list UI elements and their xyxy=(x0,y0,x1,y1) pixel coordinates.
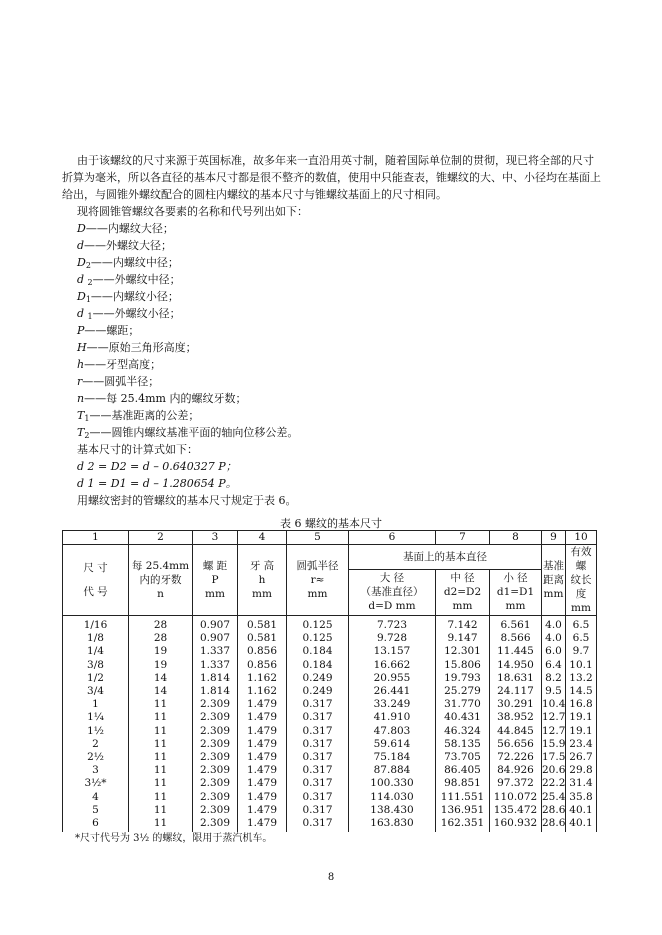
col-number: 9 xyxy=(542,531,566,545)
table-cell: 8.566 xyxy=(500,632,531,645)
table-cell: 1.479 xyxy=(246,777,278,790)
table-cell: 31.4 xyxy=(569,777,593,790)
table-cell: 73.705 xyxy=(444,751,481,764)
header-line: 螺 距 xyxy=(202,560,228,572)
symbol: h xyxy=(77,358,85,371)
table-cell: 11.445 xyxy=(497,645,534,658)
header-line: 小 径 xyxy=(503,572,528,585)
table-cell: 0.184 xyxy=(302,658,333,671)
table-cell: 2.309 xyxy=(199,737,231,750)
col-number: 10 xyxy=(566,531,597,545)
header-line: n xyxy=(157,588,164,600)
col-number: 2 xyxy=(129,531,193,545)
header-line: d2=D2 xyxy=(443,586,482,599)
table-cell: 15.806 xyxy=(444,658,481,671)
table-cell: 6.5 xyxy=(572,632,590,645)
formula-minor-diameter: d 1 = D1 = d – 1.280654 P。 xyxy=(77,477,237,490)
table-cell: 11 xyxy=(153,724,168,737)
table-cell: 1.479 xyxy=(246,751,278,764)
table-cell: 11 xyxy=(153,764,168,777)
table-cell: 28 xyxy=(153,619,168,631)
radius-header xyxy=(287,545,349,616)
thread-dimensions-table xyxy=(62,530,597,832)
definition-text: ——每 25.4mm 内的螺纹牙数； xyxy=(84,392,247,405)
definition-text: ——外螺纹中径； xyxy=(92,273,181,286)
definition-text: ——基准距离的公差； xyxy=(89,409,200,422)
header-line: 内的牙数 xyxy=(139,574,182,586)
definition-item xyxy=(77,407,308,424)
table-cell: 1.814 xyxy=(199,685,231,698)
table-cell: 4.0 xyxy=(545,619,562,631)
header-line: h xyxy=(258,574,266,586)
table-cell: 11 xyxy=(153,698,168,711)
table-cell: 2.309 xyxy=(199,817,231,830)
table-cell: 7.723 xyxy=(376,619,408,631)
table-cell: 14 xyxy=(153,685,168,698)
table-column-values xyxy=(63,616,129,833)
table-cell: 0.249 xyxy=(302,685,333,698)
table-cell: 138.430 xyxy=(370,803,414,816)
symbol: d xyxy=(77,239,85,252)
table-cell: 11 xyxy=(153,817,168,830)
table-cell: 2.309 xyxy=(199,777,231,790)
definition-text: ——外螺纹大径； xyxy=(84,239,173,252)
effective-length-header xyxy=(566,545,597,616)
table-cell: 0.907 xyxy=(199,632,231,645)
table-cell: 26.7 xyxy=(569,751,593,764)
table-cell: 1.162 xyxy=(246,671,278,684)
table-cell: 3 xyxy=(92,764,99,777)
table-cell: 87.884 xyxy=(373,764,411,777)
table-cell: 136.951 xyxy=(440,803,485,816)
table-cell: 14.950 xyxy=(497,658,534,671)
table-column-values xyxy=(129,616,193,833)
table-cell: 1.337 xyxy=(199,645,231,658)
definition-item xyxy=(77,237,308,254)
table-cell: 11 xyxy=(153,737,168,750)
table-cell: 28.6 xyxy=(542,803,566,816)
table-cell: 22.2 xyxy=(542,777,566,790)
table-cell: 1.337 xyxy=(199,658,231,671)
symbol: T xyxy=(77,409,85,422)
header-line: mm xyxy=(571,602,591,614)
header-line: mm xyxy=(252,588,272,600)
symbol: D xyxy=(77,290,86,303)
table-cell: 1/2 xyxy=(87,671,104,684)
table-cell: 1.479 xyxy=(246,764,278,777)
table-cell: 28 xyxy=(153,632,168,645)
size-header xyxy=(63,545,129,616)
definition-text: ——圆弧半径； xyxy=(82,375,160,388)
subscript: 2 xyxy=(85,261,91,270)
table-cell: 1.479 xyxy=(246,790,278,803)
symbol: D xyxy=(77,256,86,269)
formula-pitch-diameter: d 2 = D2 = d – 0.640327 P； xyxy=(77,460,237,473)
header-line: 代 号 xyxy=(83,586,108,598)
intro-paragraph: 由于该螺纹的尺寸来源于英国标准，故多年来一直沿用英寸制，随着国际单位制的贯彻，现已将全部的尺寸折算为毫米，所以各直径的基本尺寸都是很不整齐的数值，使用中只能查表，锥螺纹的大、中、小径均在基面上给出，与圆锥外螺纹配合的圆柱内螺纹的基本尺寸与锥螺纹基面上的尺寸相同。 xyxy=(62,154,601,201)
gauge-length-header xyxy=(542,545,566,616)
symbol: T xyxy=(77,426,85,439)
table-cell: 0.317 xyxy=(302,751,333,764)
table-cell: 9.7 xyxy=(572,645,590,658)
table-cell: 6 xyxy=(92,817,99,830)
subscript: 2 xyxy=(84,431,90,440)
major-diameter-header xyxy=(349,569,436,615)
col-number: 8 xyxy=(490,531,542,545)
table-cell: 1 xyxy=(92,698,99,711)
table-cell: 18.631 xyxy=(497,671,534,684)
table-cell: 19.1 xyxy=(569,724,593,737)
table-cell: 6.5 xyxy=(572,619,590,631)
table-column-values xyxy=(490,616,542,833)
table-cell: 86.405 xyxy=(444,764,481,777)
table-cell: 1.479 xyxy=(246,803,278,816)
thread-height-header xyxy=(238,545,287,616)
table-cell: 19.1 xyxy=(569,711,593,724)
column-number-row xyxy=(63,531,597,545)
table-cell: 2.309 xyxy=(199,790,231,803)
table-cell: 98.851 xyxy=(444,777,481,790)
header-line: 基准 xyxy=(543,560,564,572)
header-line: P xyxy=(211,574,219,586)
subscript: 2 xyxy=(87,278,93,287)
table-cell: 0.317 xyxy=(302,817,333,830)
table-cell: 0.317 xyxy=(302,764,333,777)
table-cell: 11 xyxy=(153,790,168,803)
definition-text: ——螺距； xyxy=(84,324,140,337)
table-cell: 13.2 xyxy=(569,671,593,684)
table-cell: 29.8 xyxy=(569,764,593,777)
table-cell: 1.479 xyxy=(246,698,278,711)
table-cell: 3½* xyxy=(84,777,107,790)
table-cell: 56.656 xyxy=(497,737,534,750)
table-cell: 4 xyxy=(92,790,99,803)
symbol: d xyxy=(77,307,85,320)
table-cell: 28.6 xyxy=(542,817,566,830)
symbol: d xyxy=(77,273,85,286)
table-cell: 12.7 xyxy=(542,711,566,724)
header-line: d1=D1 xyxy=(496,586,535,599)
header-line: mm xyxy=(452,600,473,613)
table-cell: 8.2 xyxy=(545,671,562,684)
table-cell: 14.5 xyxy=(569,685,593,698)
table-column-values xyxy=(193,616,238,833)
table-cell: 1/16 xyxy=(83,619,108,631)
definition-text: ——圆锥内螺纹基准平面的轴向位移公差。 xyxy=(89,426,299,439)
table-cell: 0.907 xyxy=(199,619,231,631)
table-cell: 33.249 xyxy=(373,698,411,711)
col-number: 3 xyxy=(193,531,238,545)
table-cell: 20.6 xyxy=(542,764,566,777)
table-column-values xyxy=(287,616,349,833)
page-number: 8 xyxy=(327,872,335,883)
table-cell: 2.309 xyxy=(199,751,231,764)
table-cell: 75.184 xyxy=(373,751,411,764)
table-cell: 3/4 xyxy=(87,685,104,698)
header-row-1 xyxy=(63,545,597,570)
definition-text: ——内螺纹大径； xyxy=(85,222,174,235)
pitch-header xyxy=(193,545,238,616)
definition-text: ——内螺纹小径； xyxy=(90,290,179,303)
table-cell: 6.561 xyxy=(500,619,531,631)
symbol: P xyxy=(77,324,85,337)
table-cell: 1.479 xyxy=(246,817,278,830)
table-cell: 2.309 xyxy=(199,724,231,737)
header-line: 每 25.4mm xyxy=(131,560,190,572)
table-cell: 0.317 xyxy=(302,803,333,816)
table-cell: 25.279 xyxy=(444,685,481,698)
table-column-values xyxy=(349,616,436,833)
table-cell: 31.770 xyxy=(444,698,481,711)
definition-text: ——原始三角形高度； xyxy=(86,341,197,354)
table-cell: 2.309 xyxy=(199,803,231,816)
table-cell: 0.581 xyxy=(246,632,278,645)
table-cell: 0.125 xyxy=(302,619,333,631)
table-cell: 100.330 xyxy=(370,777,414,790)
symbol: r xyxy=(77,375,83,388)
table-cell: 12.301 xyxy=(444,645,481,658)
table-cell: 0.184 xyxy=(302,645,333,658)
table-cell: 2.309 xyxy=(199,764,231,777)
header-line: mm xyxy=(307,588,328,600)
header-line: mm xyxy=(205,588,225,600)
definition-item xyxy=(77,254,308,271)
pitch-diameter-header xyxy=(436,569,490,615)
table-cell: 3/8 xyxy=(87,658,104,671)
table-cell: 9.5 xyxy=(545,685,562,698)
symbol: n xyxy=(77,392,85,405)
table-cell: 111.551 xyxy=(440,790,485,803)
table-cell: 15.9 xyxy=(542,737,566,750)
header-line: 中 径 xyxy=(450,572,475,585)
definition-item xyxy=(77,424,308,441)
col-number: 5 xyxy=(287,531,349,545)
table-cell: 1/8 xyxy=(87,632,104,645)
table-cell: 72.226 xyxy=(497,751,534,764)
table-cell: 35.8 xyxy=(569,790,593,803)
table-cell: 14 xyxy=(153,671,168,684)
definition-item xyxy=(77,271,308,288)
table-cell: 0.581 xyxy=(246,619,278,631)
col-number: 7 xyxy=(436,531,490,545)
table-cell: 24.117 xyxy=(497,685,534,698)
col-number: 4 xyxy=(238,531,287,545)
subscript: 1 xyxy=(87,312,93,321)
table-cell: 0.856 xyxy=(246,645,278,658)
header-line: 有效螺 xyxy=(570,546,592,572)
symbol: D xyxy=(77,222,86,235)
table-cell: 16.8 xyxy=(569,698,593,711)
definition-item xyxy=(77,356,308,373)
definition-item xyxy=(77,339,308,356)
table-cell: 12.7 xyxy=(542,724,566,737)
symbol: H xyxy=(77,341,87,354)
table-cell: 2 xyxy=(92,737,99,750)
header-line: mm xyxy=(505,600,526,613)
definition-item xyxy=(77,373,308,390)
definition-text: ——外螺纹小径； xyxy=(92,307,181,320)
table-cell: 6.4 xyxy=(545,658,562,671)
definition-item xyxy=(77,288,308,305)
subscript: 1 xyxy=(84,414,90,423)
table-cell: 38.952 xyxy=(497,711,534,724)
subscript: 1 xyxy=(85,295,91,304)
table-cell: 162.351 xyxy=(440,817,485,830)
table-cell: 97.372 xyxy=(497,777,534,790)
table-cell: 0.317 xyxy=(302,698,333,711)
definition-item xyxy=(77,305,308,322)
table-cell: 2½ xyxy=(87,751,104,764)
header-line: （基准直径） xyxy=(360,586,424,599)
table-cell: 44.845 xyxy=(497,724,534,737)
table-cell: 0.317 xyxy=(302,737,333,750)
definition-list xyxy=(77,203,308,509)
table-cell: 40.431 xyxy=(444,711,481,724)
table-intro: 用螺纹密封的管螺纹的基本尺寸规定于表 6。 xyxy=(77,494,297,507)
col-number: 6 xyxy=(349,531,436,545)
table-cell: 10.4 xyxy=(542,698,566,711)
table-cell: 30.291 xyxy=(497,698,534,711)
table-column-values xyxy=(542,616,566,833)
table-cell: 59.614 xyxy=(373,737,411,750)
table-body xyxy=(63,616,597,833)
table-cell: 2.309 xyxy=(199,698,231,711)
table-cell: 1/4 xyxy=(87,645,104,658)
header-line: 圆弧半径 xyxy=(296,560,339,572)
header-line: mm xyxy=(543,588,564,600)
table-cell: 160.932 xyxy=(493,817,538,830)
table-cell: 23.4 xyxy=(569,737,593,750)
header-line: 尺 寸 xyxy=(83,562,108,574)
table-cell: 1.479 xyxy=(246,737,278,750)
table-cell: 2.309 xyxy=(199,711,231,724)
definition-item xyxy=(77,322,308,339)
table-cell: 9.728 xyxy=(376,632,408,645)
minor-diameter-header xyxy=(490,569,542,615)
definition-item xyxy=(77,390,308,407)
col-number: 1 xyxy=(63,531,129,545)
table-cell: 58.135 xyxy=(444,737,481,750)
table-cell: 19 xyxy=(153,658,168,671)
basic-diameter-group-header: 基面上的基本直径 xyxy=(349,545,542,570)
table-cell: 47.803 xyxy=(373,724,411,737)
table-cell: 40.1 xyxy=(569,803,593,816)
table-cell: 5 xyxy=(92,803,99,816)
table-cell: 17.5 xyxy=(542,751,566,764)
table-cell: 163.830 xyxy=(370,817,414,830)
table-column-values xyxy=(238,616,287,833)
header-line: 距离 xyxy=(543,574,564,586)
table-cell: 10.1 xyxy=(569,658,593,671)
header-line: r≈ xyxy=(310,574,325,586)
table-cell: 9.147 xyxy=(447,632,478,645)
table-caption: 表 6 螺纹的基本尺寸 xyxy=(280,517,382,530)
table-cell: 114.030 xyxy=(370,790,414,803)
definition-text: ——内螺纹中径； xyxy=(90,256,179,269)
table-cell: 0.125 xyxy=(302,632,333,645)
table-cell: 11 xyxy=(153,711,168,724)
header-line: d=D mm xyxy=(368,600,416,613)
table-cell: 1.814 xyxy=(199,671,231,684)
table-cell: 26.441 xyxy=(373,685,411,698)
table-cell: 11 xyxy=(153,751,168,764)
header-line: 大 径 xyxy=(379,572,405,585)
table-cell: 16.662 xyxy=(373,658,411,671)
table-cell: 40.1 xyxy=(569,817,593,830)
table-cell: 4.0 xyxy=(545,632,562,645)
table-cell: 1¼ xyxy=(87,711,104,724)
table-cell: 7.142 xyxy=(447,619,478,631)
table-cell: 84.926 xyxy=(497,764,534,777)
table-cell: 0.856 xyxy=(246,658,278,671)
table-cell: 135.472 xyxy=(493,803,538,816)
list-intro: 现将圆锥管螺纹各要素的名称和代号列出如下： xyxy=(77,205,308,218)
spacer xyxy=(63,575,128,585)
header-line: 牙 高 xyxy=(249,560,275,572)
table-cell: 0.317 xyxy=(302,724,333,737)
table-column-values xyxy=(436,616,490,833)
table-cell: 0.317 xyxy=(302,777,333,790)
table-cell: 46.324 xyxy=(444,724,481,737)
definition-item xyxy=(77,220,308,237)
table-cell: 11 xyxy=(153,777,168,790)
table-cell: 1.162 xyxy=(246,685,278,698)
table-cell: 19 xyxy=(153,645,168,658)
table-cell: 110.072 xyxy=(493,790,538,803)
table-cell: 0.249 xyxy=(302,671,333,684)
table-cell: 41.910 xyxy=(373,711,411,724)
table-cell: 11 xyxy=(153,803,168,816)
table-cell: 0.317 xyxy=(302,790,333,803)
table-cell: 19.793 xyxy=(444,671,481,684)
header-line: 纹长度 xyxy=(570,574,592,600)
table-cell: 20.955 xyxy=(373,671,411,684)
tpi-header xyxy=(129,545,193,616)
table-footnote: *尺寸代号为 3½ 的螺纹，限用于蒸汽机车。 xyxy=(75,833,273,844)
table-cell: 6.0 xyxy=(545,645,562,658)
table-cell: 1.479 xyxy=(246,724,278,737)
table-cell: 1.479 xyxy=(246,711,278,724)
table-column-values xyxy=(566,616,597,833)
table-cell: 1½ xyxy=(87,724,104,737)
table-cell: 0.317 xyxy=(302,711,333,724)
definition-text: ——牙型高度； xyxy=(84,358,162,371)
table-cell: 25.4 xyxy=(542,790,566,803)
table-cell: 13.157 xyxy=(373,645,411,658)
calc-intro: 基本尺寸的计算式如下： xyxy=(77,443,198,456)
